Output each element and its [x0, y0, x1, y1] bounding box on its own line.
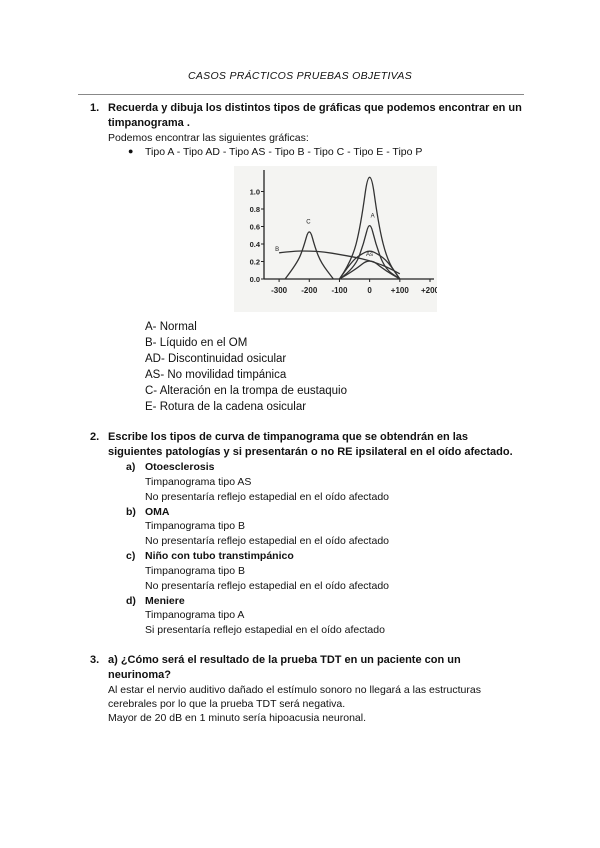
- question-1-intro: Podemos encontrar las siguientes gráficas:: [108, 132, 309, 144]
- y-tick-label: 0.0: [249, 275, 260, 284]
- question-3-title-line-2: neurinoma?: [108, 669, 171, 681]
- legend-item: A- Normal: [145, 321, 197, 333]
- question-3-answer-line-1: Al estar el nervio auditivo dañado el estímulo sonoro no llegará a las estructuras: [108, 684, 481, 696]
- y-tick-label: 1.0: [249, 187, 260, 197]
- legend-item: AD- Discontinuidad osicular: [145, 353, 287, 365]
- x-tick-label: +200: [420, 286, 437, 295]
- curve-label-as: As: [366, 252, 374, 258]
- question-2-number: 2.: [90, 431, 100, 443]
- item-d-line-1: Timpanograma tipo A: [145, 609, 245, 621]
- x-tick-label: 0: [367, 286, 372, 295]
- curve-label-c: C: [306, 219, 311, 226]
- question-1-title-line-1: Recuerda y dibuja los distintos tipos de gráficas que podemos encontrar en un: [108, 102, 522, 114]
- item-c-line-1: Timpanograma tipo B: [145, 565, 245, 577]
- item-a-line-1: Timpanograma tipo AS: [145, 476, 252, 488]
- item-d-line-2: Si presentaría reflejo estapedial en el oído afectado: [145, 624, 385, 636]
- legend-item: E- Rotura de la cadena osicular: [145, 401, 307, 413]
- y-tick-label: 0.2: [249, 257, 260, 267]
- x-tick-label: -200: [301, 286, 318, 295]
- series-c-line: [285, 232, 333, 279]
- tympanogram-chart: [234, 166, 437, 312]
- item-c-title: Niño con tubo transtimpánico: [145, 550, 294, 562]
- item-b-letter: b): [126, 506, 136, 518]
- question-3-title-line-1: a) ¿Cómo será el resultado de la prueba TDT en un paciente con un: [108, 654, 461, 666]
- legend-item: AS- No movilidad timpánica: [145, 369, 287, 381]
- question-2-title-line-1: Escribe los tipos de curva de timpanograma que se obtendrán en las: [108, 431, 469, 443]
- legend-item: C- Alteración en la trompa de eustaquio: [145, 385, 348, 397]
- page-title: CASOS PRÁCTICOS PRUEBAS OBJETIVAS: [187, 70, 413, 82]
- series-ad-line: [340, 177, 400, 279]
- question-1-number: 1.: [90, 102, 100, 114]
- x-tick-label: -100: [331, 286, 348, 295]
- question-2-title-line-2: siguientes patologías y si presentarán o no RE ipsilateral en el oído afectado.: [108, 446, 513, 458]
- header-divider: [78, 94, 524, 95]
- bullet-icon: ●: [128, 146, 134, 156]
- y-tick-label: 0.6: [249, 222, 260, 232]
- y-tick-label: 0.8: [249, 205, 260, 214]
- item-c-line-2: No presentaría reflejo estapedial en el oído afectado: [145, 580, 389, 592]
- x-tick-label: -300: [271, 286, 288, 295]
- item-d-letter: d): [126, 595, 136, 607]
- question-1-title-line-2: timpanograma .: [108, 117, 190, 129]
- item-c-letter: c): [126, 550, 136, 562]
- tympanogram-chart-svg: [234, 166, 437, 312]
- item-b-line-1: Timpanograma tipo B: [145, 520, 245, 532]
- item-b-title: OMA: [145, 506, 170, 518]
- x-tick-label: +100: [390, 286, 409, 295]
- question-3-number: 3.: [90, 654, 100, 666]
- curve-label-b: B: [275, 246, 280, 253]
- question-1-bullet-text: Tipo A - Tipo AD - Tipo AS - Tipo B - Tipo C - Tipo E - Tipo P: [145, 146, 423, 158]
- item-a-title: Otoesclerosis: [145, 461, 215, 473]
- item-a-letter: a): [126, 461, 136, 473]
- question-3-answer-line-2: cerebrales por lo que la prueba TDT será negativa.: [108, 698, 346, 710]
- item-b-line-2: No presentaría reflejo estapedial en el oído afectado: [145, 535, 389, 547]
- item-a-line-2: No presentaría reflejo estapedial en el oído afectado: [145, 491, 389, 503]
- legend-item: B- Líquido en el OM: [145, 337, 248, 349]
- question-3-answer-line-3: Mayor de 20 dB en 1 minuto sería hipoacusia neuronal.: [108, 712, 366, 724]
- curve-label-a: A: [370, 213, 375, 220]
- item-d-title: Meniere: [145, 595, 185, 607]
- y-tick-label: 0.4: [249, 240, 260, 249]
